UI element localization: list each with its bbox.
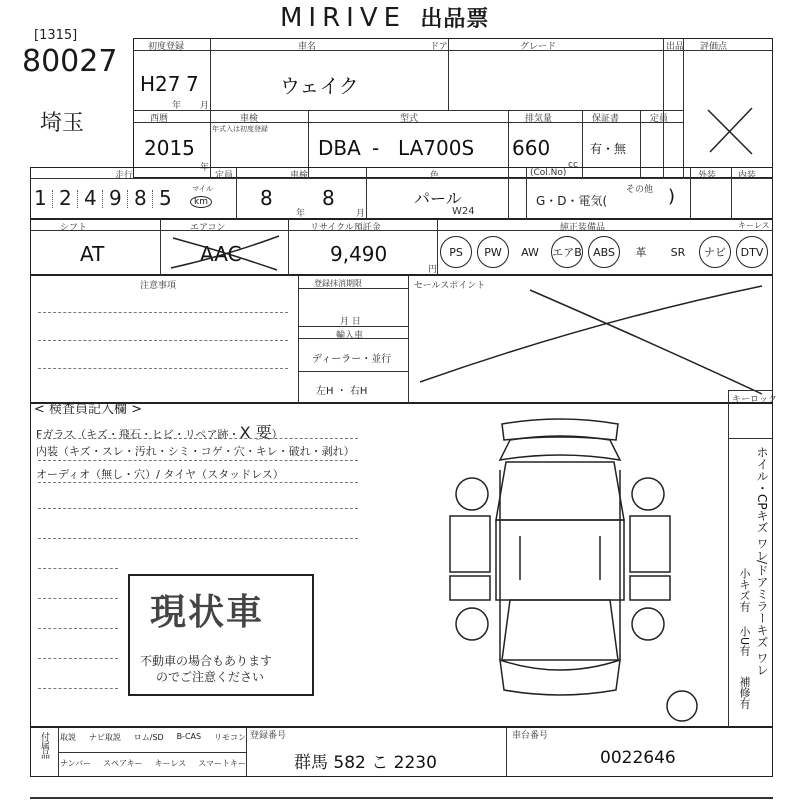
equipment-item: PS — [440, 236, 472, 268]
aircon-value: AAC — [200, 242, 242, 266]
accessory-item: 取説 — [60, 733, 76, 742]
sales-points-cross-mark — [410, 282, 772, 402]
interior-note: 内装（キズ・スレ・汚れ・シミ・コゲ・穴・キレ・破れ・剥れ） — [36, 445, 355, 458]
accessory-item: B-CAS — [176, 732, 202, 741]
glass-note-text: Fガラス（キズ・飛石・ヒビ・リペア跡・ — [36, 428, 240, 441]
audio-note: オーディオ（無し・穴）/ タイヤ（スタッドレス） — [36, 468, 284, 481]
first-reg-era: H27 — [140, 72, 181, 96]
km-unit: km — [190, 196, 212, 208]
inspection-month: 8 — [322, 186, 335, 210]
mileage-separator — [52, 190, 53, 208]
model-prefix: DBA — [318, 136, 361, 160]
stamp-line1: 不動車の場合もあります — [140, 654, 273, 668]
label-import-car: 輸入車 — [336, 331, 364, 341]
label-displacement: 排気量 — [525, 114, 553, 124]
mileage-digit: 9 — [109, 186, 122, 210]
mileage-separator — [77, 190, 78, 208]
mileage-separator — [152, 190, 153, 208]
side-note-3a: 小U有 — [738, 626, 751, 657]
equipment-item: ABS — [588, 236, 620, 268]
label-exterior: 外装 — [698, 171, 717, 181]
label-interior: 内装 — [738, 171, 757, 181]
label-seats: 定員 — [215, 171, 234, 181]
mileage-digit: 5 — [159, 186, 172, 210]
equipment-item: ナビ — [699, 236, 731, 268]
label-recycle: リサイクル預託金 — [310, 223, 381, 233]
label-chassis-no: 車台番号 — [512, 731, 549, 741]
label-color-code: (Col.No) — [530, 168, 567, 178]
color-code-note: W24 — [452, 206, 475, 217]
steering-side: 左H ・ 右H — [316, 386, 368, 397]
header-title — [280, 2, 489, 33]
stamp-line2: のでご注意ください — [156, 670, 265, 684]
label-shift: シフト — [60, 223, 88, 233]
accessory-item: ナビ取説 — [88, 733, 121, 742]
label-model-year: 西暦 — [150, 114, 169, 124]
accessory-item: ナンバー — [60, 759, 92, 768]
lot-code: [1315] — [34, 28, 78, 43]
label-keyless: キーレス — [738, 221, 770, 230]
mileage-digit: 2 — [59, 186, 72, 210]
fuel-other: その他 — [626, 185, 654, 195]
label-sales-points: セールスポイント — [414, 281, 486, 291]
displacement-value: 660 — [512, 136, 551, 160]
label-registration-no: 登録番号 — [250, 731, 287, 741]
glass-note-close: ） — [271, 428, 283, 441]
lot-number: 80027 — [22, 44, 118, 79]
form-title: 出品票 — [420, 7, 490, 32]
label-evaluation: 評価点 — [700, 42, 728, 52]
label-grade: グレード — [520, 42, 557, 52]
first-reg-month: 7 — [186, 72, 199, 96]
label-first-registration: 初度登録 — [148, 42, 185, 52]
label-mileage: 走行 — [115, 171, 134, 181]
accessory-item: ロム/SD — [133, 733, 164, 742]
recycle-fee-value: 9,490 — [330, 242, 388, 266]
equipment-item: PW — [477, 236, 509, 268]
area-name: 埼玉 — [40, 111, 85, 136]
label-key-lock: キーロック — [732, 395, 777, 405]
label-model-type: 型式 — [400, 114, 419, 124]
side-note-3b: 補修有 — [738, 676, 751, 709]
mileage-separator — [127, 190, 128, 208]
car-damage-diagram — [440, 410, 680, 710]
side-note-2a: 小キズ有 — [738, 568, 751, 612]
equipment-item: SR — [670, 245, 686, 259]
label-aircon: エアコン — [190, 223, 226, 233]
unit-month-3: 月 — [356, 209, 366, 219]
inspector-notes-title: < 検査員記入欄 > — [34, 402, 143, 417]
car-name-value: ウェイク — [280, 74, 359, 98]
mileage-digit: 8 — [134, 186, 147, 210]
accessories-row-1 — [60, 732, 246, 748]
chassis-number-value: 0022646 — [600, 748, 676, 768]
fuel-close: ) — [668, 186, 676, 207]
mile-unit: マイル — [192, 185, 213, 193]
aircon-strike-mark — [165, 232, 285, 274]
label-equipment: 純正装備品 — [560, 223, 606, 233]
warranty-value: 有・無 — [590, 142, 627, 156]
label-notes: 注意事項 — [140, 281, 177, 291]
label-capacity: 定員 — [650, 114, 669, 124]
evaluation-cross-mark — [700, 100, 760, 160]
equipment-list — [440, 236, 776, 272]
unit-cc: cc — [568, 160, 578, 170]
accessory-item: スマートキー — [198, 759, 246, 768]
label-inspection2: 車検 — [290, 171, 309, 181]
accessory-item: スペアキー — [102, 759, 143, 768]
label-registration-deadline: 登録抹消期限 — [314, 279, 362, 288]
warranty-sub: 年式入は初度登録 — [212, 125, 268, 133]
equipment-item: AW — [521, 245, 539, 259]
model-code: LA700S — [398, 136, 475, 160]
side-note-1: ホイル・CPキズ ワレ — [755, 446, 769, 562]
label-warranty: 保証書 — [592, 114, 620, 124]
glass-note — [36, 420, 283, 443]
inspection-year: 8 — [260, 186, 273, 210]
unit-year-3: 年 — [296, 209, 306, 219]
mileage-digits — [34, 186, 184, 212]
equipment-item: DTV — [736, 236, 768, 268]
spare-tire-icon — [664, 688, 700, 724]
label-car-name: 車名 — [298, 42, 317, 52]
accessories-row-2 — [60, 758, 246, 774]
stamp-title: 現状車 — [150, 592, 265, 633]
unit-year-2: 年 — [200, 163, 210, 173]
label-listing: 出品 — [666, 42, 685, 52]
label-door: ドア — [430, 42, 448, 52]
deadline-month-day: 月 日 — [340, 317, 361, 327]
unit-yen: 円 — [428, 265, 438, 275]
shift-value: AT — [80, 242, 105, 266]
fuel-options: G・D・電気( — [536, 194, 608, 208]
glass-note-mark: X 要 — [239, 423, 272, 442]
color-value: パール — [414, 189, 462, 208]
equipment-item: 革 — [635, 246, 647, 259]
mileage-digit: 1 — [34, 186, 47, 210]
logo-text: MIRIVE — [280, 3, 407, 33]
registration-number-value: 群馬 582 こ 2230 — [294, 753, 437, 773]
accessories-label: 付属品 — [39, 732, 49, 759]
mileage-digit: 4 — [84, 186, 97, 210]
accessory-item: キーレス — [154, 759, 187, 768]
equipment-item: エアB — [551, 236, 583, 268]
model-dash: - — [372, 136, 380, 160]
model-year-value: 2015 — [144, 136, 195, 160]
mileage-separator — [102, 190, 103, 208]
side-note-2b: /ドアミラーキズ ワレ — [755, 560, 769, 676]
unit-year-1: 年 — [172, 101, 182, 111]
label-vehicle-inspection: 車検 — [240, 114, 259, 124]
unit-month-1: 月 — [200, 101, 210, 111]
accessory-item: リモコン — [213, 733, 246, 742]
dealer-parallel: ディーラー・並行 — [312, 354, 392, 365]
label-color: 色 — [430, 171, 440, 181]
